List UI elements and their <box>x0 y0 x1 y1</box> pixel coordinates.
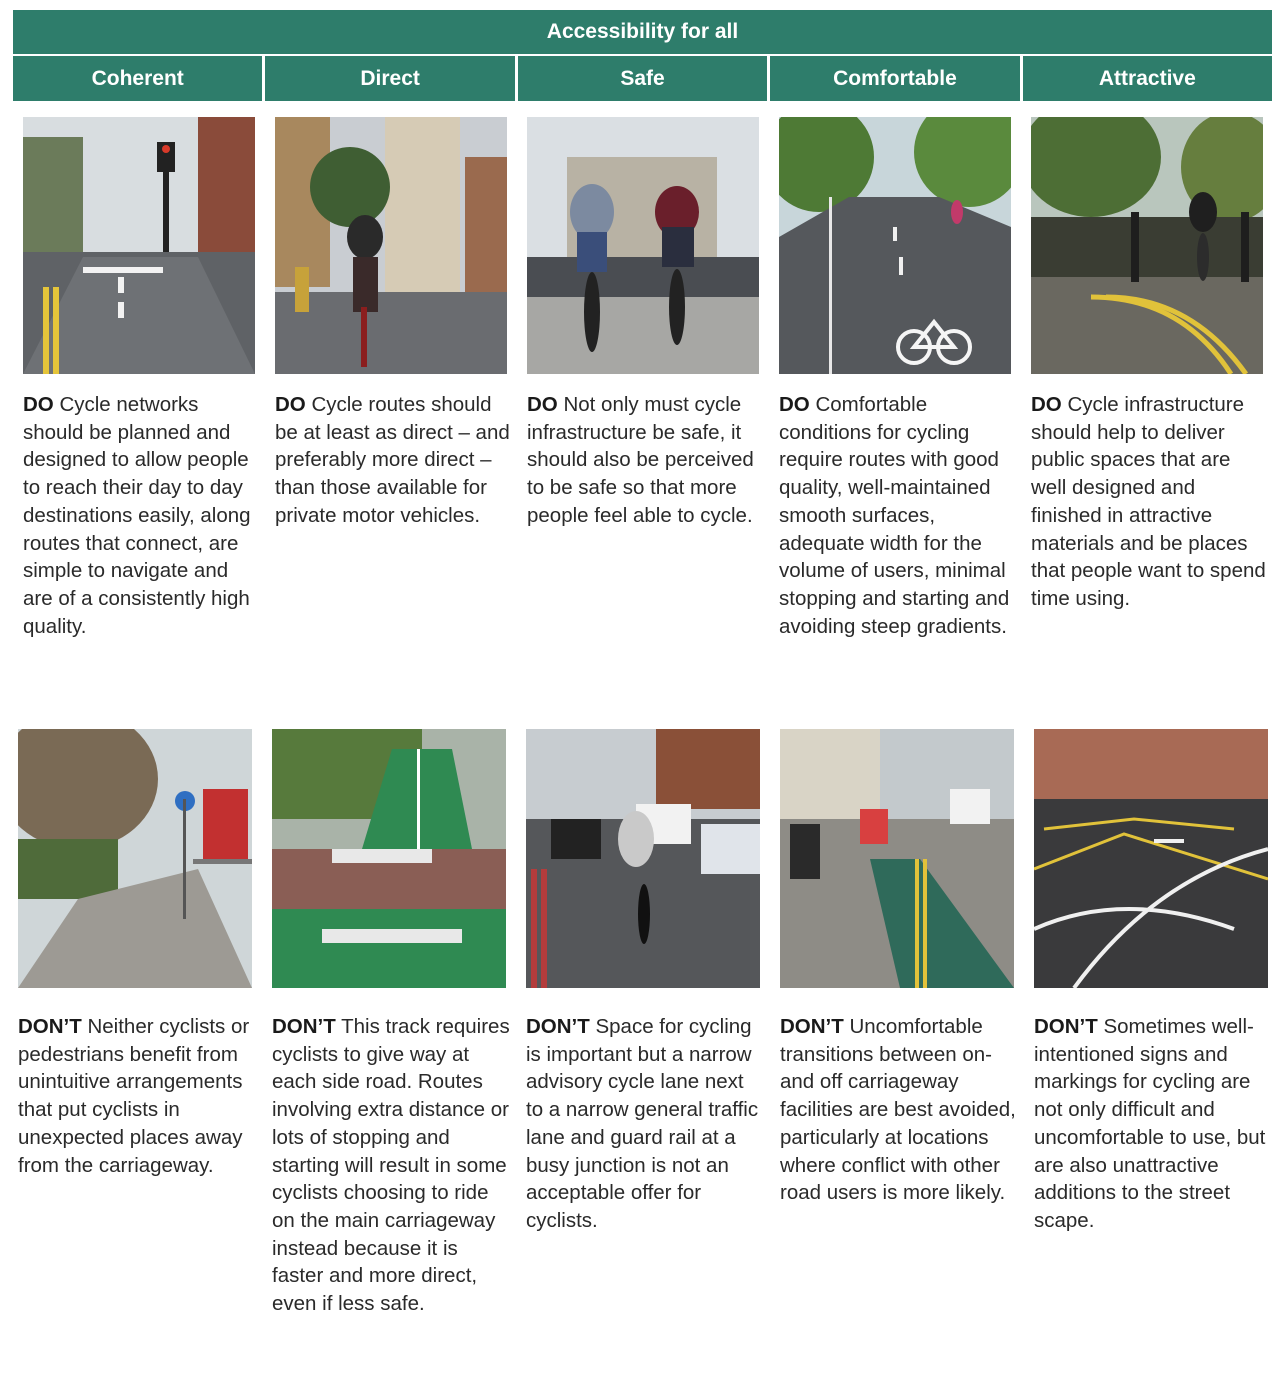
dont-text-comfortable: DON’T Uncomfortable transitions between on-and off carriageway facilities are best avoided, particularly at locations where conflict with other road users is more likely. <box>780 1015 1016 1205</box>
do-text-coherent: DO Cycle networks should be planned and designed to allow people to reach their day to day destinations easily, along routes that connect, are simple to navigate and are of a consistently high quality. <box>23 393 251 638</box>
column-header-row <box>13 56 1272 101</box>
dont-text-direct: DON’T This track requires cyclists to give way at each side road. Routes involving extra distance or lots of stopping and starting will result in some cyclists choosing to ride on the main carriageway instead because it is faster and more direct, even if less safe. <box>272 1015 510 1316</box>
dont-text-safe: DON’T Space for cycling is important but a narrow advisory cycle lane next to a narrow general traffic lane and guard rail at a busy junction is not an acceptable offer for cyclists. <box>526 1015 759 1232</box>
dont-photo-attractive <box>1034 729 1268 988</box>
do-text-attractive: DO Cycle infrastructure should help to deliver public spaces that are well designed and finished in attractive materials and be places that people want to spend time using. <box>1031 393 1266 610</box>
do-photo-safe <box>527 117 759 374</box>
do-text-comfortable: DO Comfortable conditions for cycling require routes with good quality, well-maintained smooth surfaces, adequate width for the volume of users, minimal stopping and starting and avoiding steep gradients. <box>779 393 1010 638</box>
column-header-coherent: Coherent <box>13 56 262 101</box>
column-header-safe: Safe <box>518 56 767 101</box>
do-photo-comfortable <box>779 117 1011 374</box>
dont-text-coherent: DON’T Neither cyclists or pedestrians benefit from unintuitive arrangements that put cyclists in unexpected places away from the carriageway. <box>18 1015 250 1177</box>
do-text-direct: DO Cycle routes should be at least as direct – and preferably more direct – than those available for private motor vehicles. <box>275 393 510 527</box>
do-text-safe: DO Not only must cycle infrastructure be safe, it should also be perceived to be safe so that more people feel able to cycle. <box>527 393 754 527</box>
column-header-direct: Direct <box>265 56 514 101</box>
column-header-comfortable: Comfortable <box>770 56 1019 101</box>
dont-photo-comfortable <box>780 729 1014 988</box>
page-title: Accessibility for all <box>13 10 1272 54</box>
dont-text-attractive: DON’T Sometimes well-intentioned signs and markings for cycling are not only difficult and uncomfortable to use, but are also unattractive additions to the street scape. <box>1034 1015 1266 1232</box>
column-header-attractive: Attractive <box>1023 56 1272 101</box>
do-photo-direct <box>275 117 507 374</box>
dont-photo-coherent <box>18 729 252 988</box>
do-photo-coherent <box>23 117 255 374</box>
do-photo-attractive <box>1031 117 1263 374</box>
dont-photo-direct <box>272 729 506 988</box>
dont-photo-safe <box>526 729 760 988</box>
